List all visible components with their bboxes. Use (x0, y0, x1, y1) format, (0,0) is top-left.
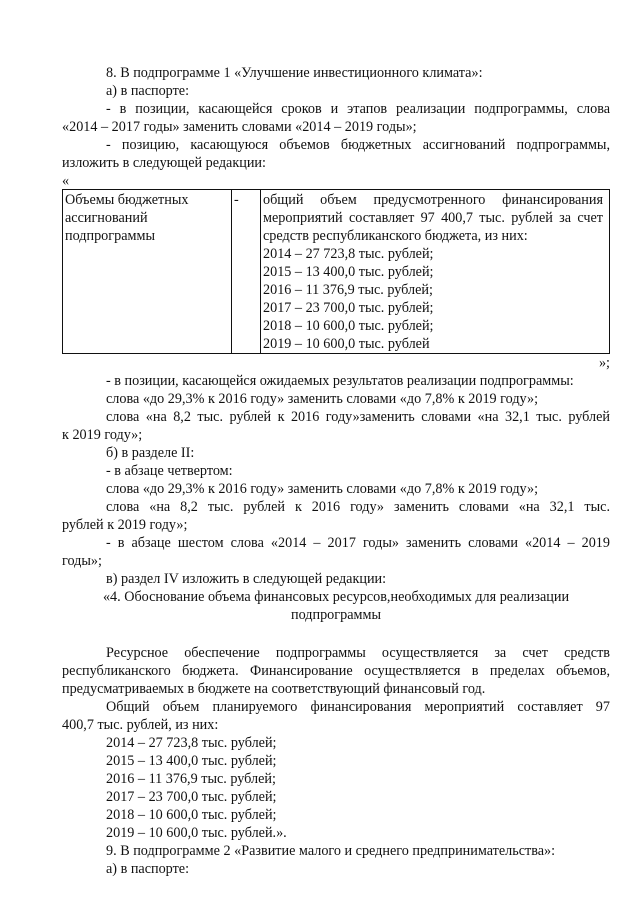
paragraph-total (62, 698, 610, 734)
text-line: средств республиканского бюджета, из них: (263, 228, 528, 244)
paragraph-sixth-para (62, 534, 610, 570)
paragraph-passport: а) в паспорте: (106, 83, 190, 99)
year-line: 2017 – 23 700,0 тыс. рублей; (263, 300, 434, 316)
document-body (62, 64, 610, 878)
quote-open-mark: « (62, 173, 70, 189)
paragraph-item-8: 8. В подпрограмме 1 «Улучшение инвестиционного климата»: (106, 65, 483, 81)
year-line: 2015 – 13 400,0 тыс. рублей; (263, 264, 434, 280)
text-line: к 2019 году»; (62, 427, 143, 443)
paragraph-replace-1: слова «до 29,3% к 2016 году» заменить словами «до 7,8% к 2019 году»; (106, 391, 539, 407)
year-line: 2014 – 27 723,8 тыс. рублей; (106, 735, 277, 751)
text-line: республиканского бюджета. Финансирование осуществляется в пределах объемов, (62, 663, 610, 679)
paragraph-terms (62, 100, 610, 136)
table-cell-value (261, 190, 610, 354)
year-line: 2015 – 13 400,0 тыс. рублей; (106, 753, 277, 769)
text-line: 400,7 тыс. рублей, из них: (62, 717, 219, 733)
year-line: 2014 – 27 723,8 тыс. рублей; (263, 246, 434, 262)
text-line: Ресурсное обеспечение подпрограммы осуществляется за счет средств (106, 645, 610, 661)
text-line: общий объем предусмотренного финансирования (263, 192, 603, 208)
year-line: 2018 – 10 600,0 тыс. рублей; (106, 807, 277, 823)
text-line: предусматриваемых в бюджете на соответствующий финансовый год. (62, 681, 486, 697)
paragraph-budget-position (62, 136, 610, 172)
text-line: изложить в следующей редакции: (62, 155, 266, 171)
text-line: - в абзаце шестом слова «2014 – 2017 годы» заменить словами «2014 – 2019 (106, 535, 610, 551)
text-line: - в позиции, касающейся сроков и этапов реализации подпрограммы, слова (106, 101, 610, 117)
section-heading-cont: подпрограммы (291, 607, 381, 623)
text-line: - позицию, касающуюся объемов бюджетных ассигнований подпрограммы, (106, 137, 610, 153)
passport-table (62, 189, 610, 354)
paragraph-item-9: 9. В подпрограмме 2 «Развитие малого и среднего предпринимательства»: (106, 843, 556, 859)
section-heading: «4. Обоснование объема финансовых ресурсов,необходимых для реализации (102, 589, 570, 605)
year-line: 2017 – 23 700,0 тыс. рублей; (106, 789, 277, 805)
table-cell-dash: - (232, 190, 261, 354)
quote-close-mark: »; (598, 355, 610, 371)
year-line: 2019 – 10 600,0 тыс. рублей (263, 336, 430, 352)
text-line: слова «на 8,2 тыс. рублей к 2016 году» заменить словами «на 32,1 тыс. (106, 499, 610, 515)
paragraph-replace-3: слова «до 29,3% к 2016 году» заменить словами «до 7,8% к 2019 году»; (106, 481, 539, 497)
paragraph-section-4: в) раздел IV изложить в следующей редакции: (106, 571, 387, 587)
paragraph-resources (62, 644, 610, 698)
text-line: рублей к 2019 году»; (62, 517, 188, 533)
year-list (62, 734, 610, 842)
year-line: 2019 – 10 600,0 тыс. рублей.». (106, 825, 287, 841)
text-line: Общий объем планируемого финансирования мероприятий составляет 97 (106, 699, 610, 715)
year-line: 2016 – 11 376,9 тыс. рублей; (106, 771, 276, 787)
paragraph-replace-4 (62, 498, 610, 534)
text-line: «2014 – 2017 годы» заменить словами «2014 – 2019 годы»; (62, 119, 417, 135)
paragraph-replace-2 (62, 408, 610, 444)
text-line: подпрограммы (65, 228, 155, 244)
year-line: 2016 – 11 376,9 тыс. рублей; (263, 282, 433, 298)
paragraph-section-2: б) в разделе II: (106, 445, 195, 461)
year-line: 2018 – 10 600,0 тыс. рублей; (263, 318, 434, 334)
text-line: слова «на 8,2 тыс. рублей к 2016 году»заменить словами «на 32,1 тыс. рублей (106, 409, 610, 425)
paragraph-results: - в позиции, касающейся ожидаемых результатов реализации подпрограммы: (106, 373, 574, 389)
text-line: ассигнований (65, 210, 148, 226)
text-line: мероприятий составляет 97 400,7 тыс. рублей за счет (263, 210, 603, 226)
paragraph-fourth-para: - в абзаце четвертом: (106, 463, 233, 479)
table-row (63, 190, 610, 354)
table-cell-label (63, 190, 232, 354)
text-line: годы»; (62, 553, 102, 569)
paragraph-passport-2: а) в паспорте: (106, 861, 190, 877)
spacer (62, 624, 610, 644)
text-line: Объемы бюджетных (65, 192, 189, 208)
